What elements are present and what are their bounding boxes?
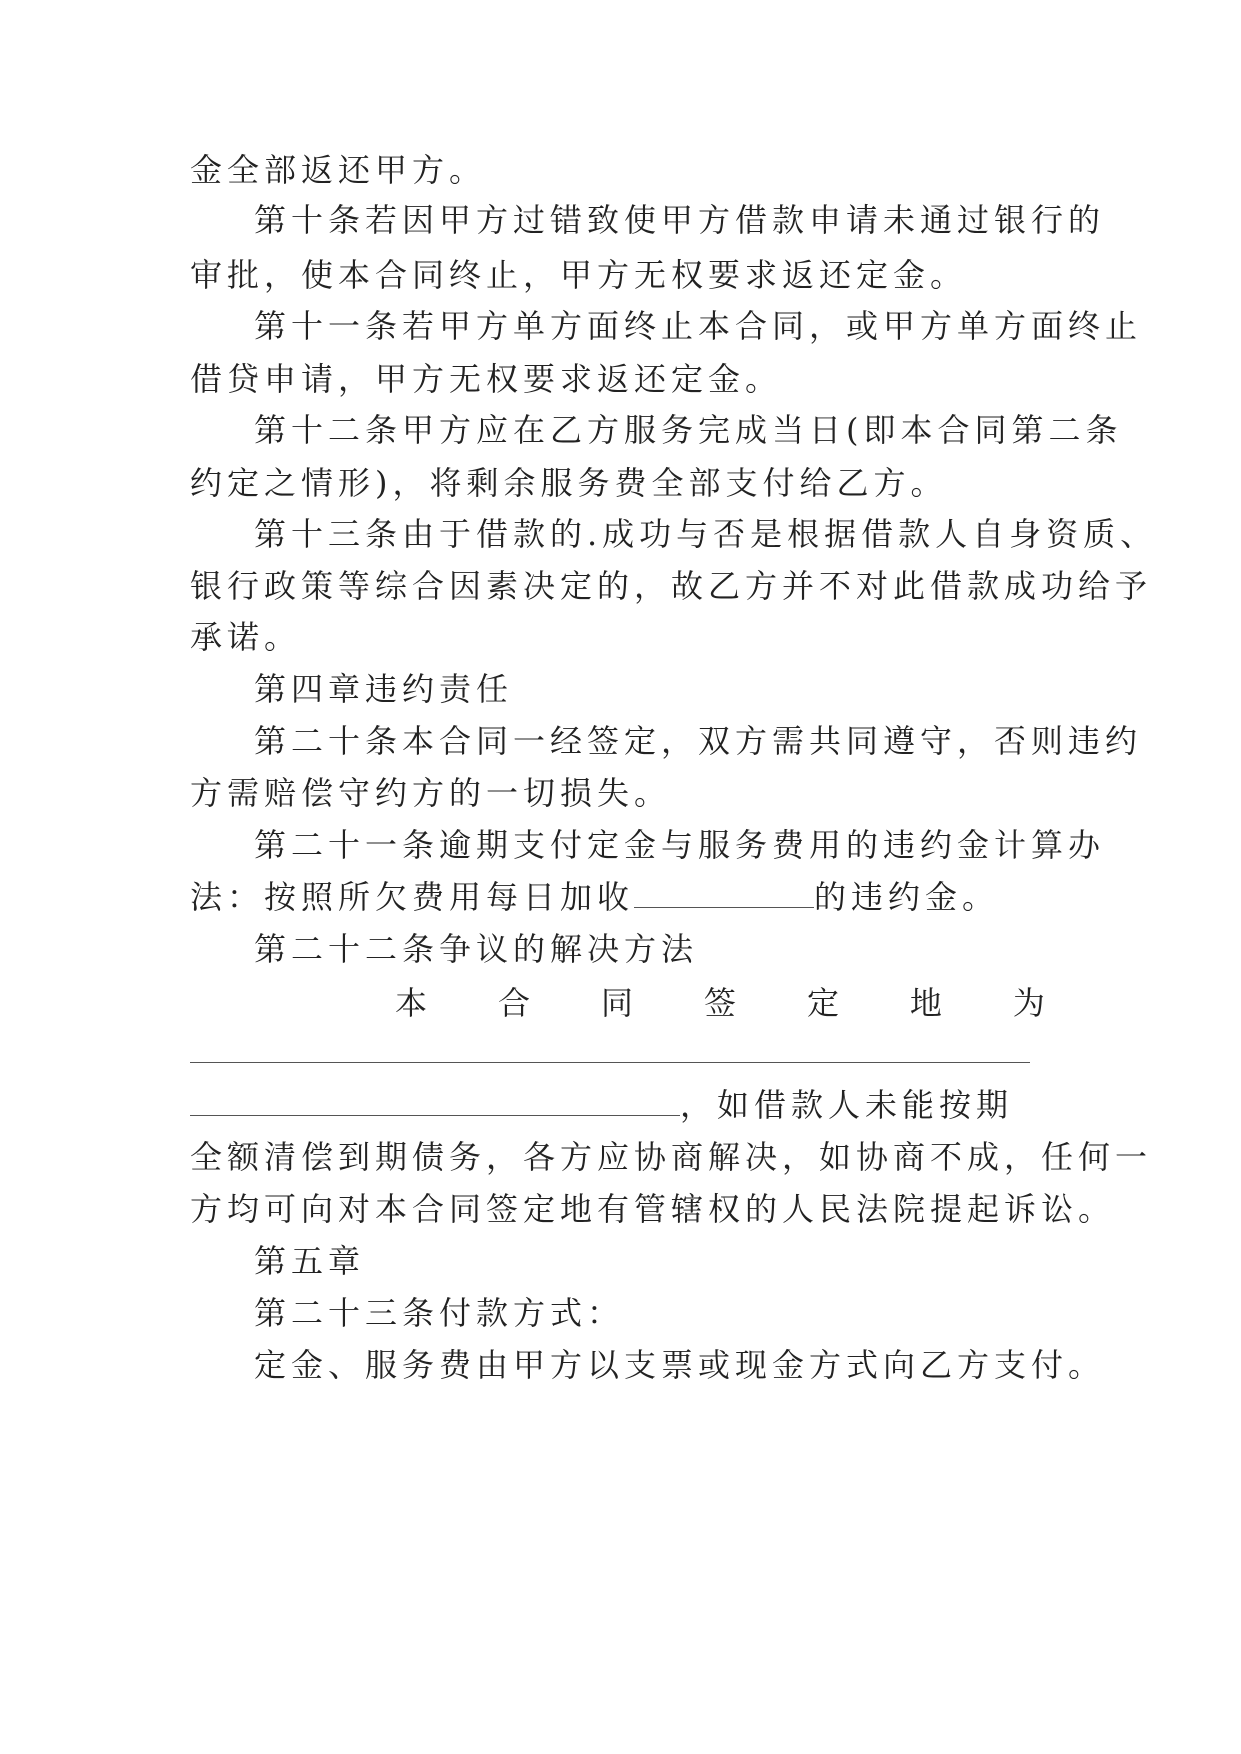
spread-char: 定 [806, 984, 839, 1022]
text-line: 定金、服务费由甲方以支票或现金方式向乙方支付。 [254, 1346, 1106, 1384]
text-line: 约定之情形)，将剩余服务费全部支付给乙方。 [190, 464, 948, 502]
text-line: 审批，使本合同终止，甲方无权要求返还定金。 [190, 256, 968, 294]
fill-in-blank[interactable] [190, 1085, 680, 1116]
spread-char: 同 [600, 984, 633, 1022]
text-line: 金全部返还甲方。 [190, 151, 487, 189]
article-20: 第二十条本合同一经签定，双方需共同遵守，否则违约 [254, 722, 1143, 760]
text-line: 方均可向对本合同签定地有管辖权的人民法院提起诉讼。 [190, 1190, 1116, 1228]
text-line [190, 1085, 1050, 1125]
text-segment: 法：按照所欠费用每日加收 [190, 878, 635, 916]
article-11: 第十一条若甲方单方面终止本合同，或甲方单方面终止 [254, 307, 1143, 345]
text-line: 银行政策等综合因素决定的，故乙方并不对此借款成功给予 [190, 567, 1153, 605]
spread-char: 签 [703, 984, 736, 1022]
article-12: 第十二条甲方应在乙方服务完成当日(即本合同第二条 [254, 411, 1123, 449]
article-10: 第十条若因甲方过错致使甲方借款申请未通过银行的 [254, 201, 1106, 239]
text-line [190, 877, 1050, 917]
article-13: 第十三条由于借款的.成功与否是根据借款人自身资质、 [254, 515, 1158, 553]
fill-in-blank[interactable] [634, 877, 814, 908]
text-segment: ，如借款人未能按期 [680, 1086, 1014, 1124]
text-line: 承诺。 [190, 618, 302, 656]
spread-char: 合 [497, 984, 530, 1022]
spread-char: 为 [1012, 984, 1045, 1022]
fill-in-blank-line[interactable] [190, 1062, 1030, 1063]
chapter-5-heading: 第五章 [254, 1242, 366, 1280]
article-23: 第二十三条付款方式： [254, 1294, 625, 1332]
spread-char: 地 [909, 984, 942, 1022]
spread-text-line [395, 983, 1045, 1023]
text-segment: 的违约金。 [814, 878, 1000, 916]
spread-char: 本 [395, 984, 428, 1022]
text-line: 借贷申请，甲方无权要求返还定金。 [190, 360, 783, 398]
chapter-4-heading: 第四章违约责任 [254, 670, 514, 708]
text-line: 方需赔偿守约方的一切损失。 [190, 774, 672, 812]
text-line: 全额清偿到期债务，各方应协商解决，如协商不成，任何一 [190, 1138, 1153, 1176]
article-22: 第二十二条争议的解决方法 [254, 930, 699, 968]
article-21: 第二十一条逾期支付定金与服务费用的违约金计算办 [254, 826, 1106, 864]
